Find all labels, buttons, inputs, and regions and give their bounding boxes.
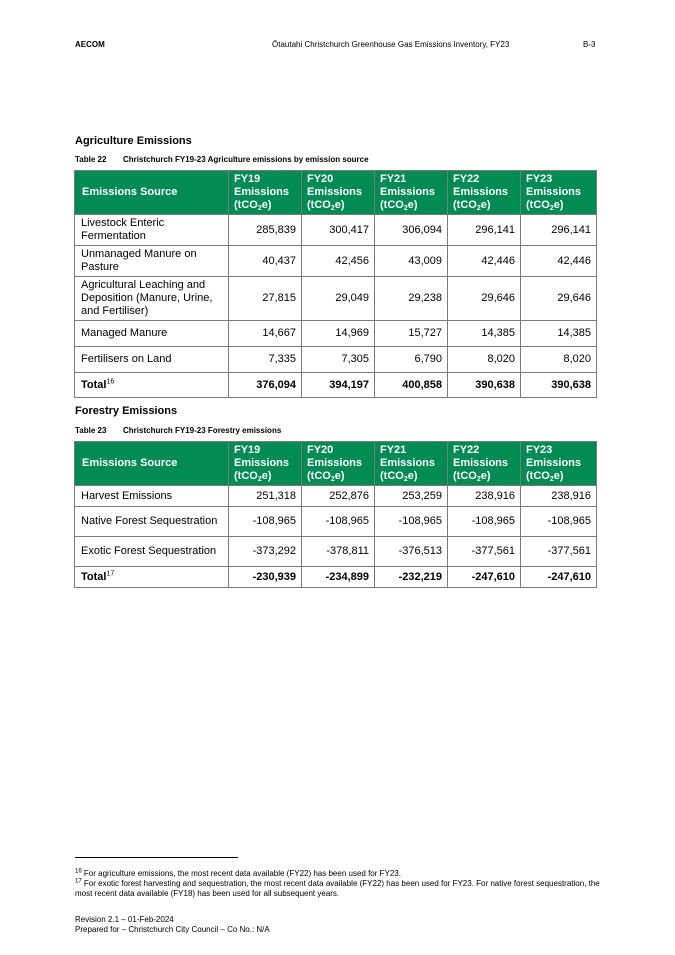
year-label: FY23: [526, 444, 553, 456]
unit-prefix: (tCO: [234, 199, 258, 211]
footnote-text: For exotic forest harvesting and sequestration, the most recent data available (FY22) has been used for FY23. For native forest sequestration, the most recent data available (FY18) has been used for all subsequent years.: [75, 879, 600, 898]
caption-text: Christchurch FY19-23 Forestry emissions: [123, 426, 282, 435]
column-header-fy22: [448, 442, 521, 486]
unit-subscript: 2: [330, 476, 335, 483]
agriculture-table-caption: [75, 155, 369, 164]
forestry-emissions-table: [74, 441, 597, 588]
unit-prefix: (tCO: [380, 470, 404, 482]
header-company: AECOM: [75, 40, 105, 49]
footnote-reference: 17: [106, 569, 115, 577]
unit-subscript: 2: [257, 205, 262, 212]
row-value-fy21: -108,965: [375, 507, 448, 537]
unit-prefix: (tCO: [380, 199, 404, 211]
footer-prepared-for: Prepared for – Christchurch City Council – Co No.: N/A: [75, 925, 270, 934]
row-value-fy22: 14,385: [448, 321, 521, 347]
unit-suffix: e): [480, 199, 491, 211]
table-row: [75, 486, 597, 507]
row-value-fy23: 296,141: [521, 215, 597, 246]
total-value-fy20: 394,197: [302, 373, 375, 398]
column-header-fy19: [229, 442, 302, 486]
year-label: FY21: [380, 173, 407, 185]
footnote-16: [75, 869, 605, 879]
year-label: FY22: [453, 444, 480, 456]
unit-suffix: e): [334, 199, 345, 211]
unit-subscript: 2: [403, 205, 408, 212]
footnote-17: [75, 879, 605, 899]
row-source-label: Native Forest Sequestration: [75, 507, 229, 537]
year-label: FY20: [307, 444, 334, 456]
row-source-label: Harvest Emissions: [75, 486, 229, 507]
unit-suffix: e): [553, 470, 564, 482]
row-value-fy20: 300,417: [302, 215, 375, 246]
year-label: FY23: [526, 173, 553, 185]
row-value-fy22: -108,965: [448, 507, 521, 537]
year-label: FY19: [234, 444, 261, 456]
table-row: [75, 215, 597, 246]
row-source-label: Livestock Enteric Fermentation: [75, 215, 229, 246]
column-header-fy20: [302, 171, 375, 215]
total-text: Total: [81, 378, 107, 391]
row-value-fy23: 42,446: [521, 246, 597, 277]
unit-suffix: e): [553, 199, 564, 211]
unit-prefix: (tCO: [526, 199, 550, 211]
row-value-fy19: 7,335: [229, 347, 302, 373]
caption-number: Table 23: [75, 426, 107, 435]
caption-text: Christchurch FY19-23 Agriculture emissions by emission source: [123, 155, 369, 164]
emissions-label: Emissions: [307, 186, 363, 198]
year-label: FY21: [380, 444, 407, 456]
column-header-fy21: [375, 171, 448, 215]
row-source-label: Managed Manure: [75, 321, 229, 347]
emissions-label: Emissions: [380, 186, 436, 198]
row-value-fy22: 29,646: [448, 277, 521, 321]
row-value-fy23: 29,646: [521, 277, 597, 321]
unit-prefix: (tCO: [307, 199, 331, 211]
row-value-fy20: 252,876: [302, 486, 375, 507]
unit-suffix: e): [334, 470, 345, 482]
row-value-fy21: 253,259: [375, 486, 448, 507]
unit-subscript: 2: [476, 205, 481, 212]
footnote-number: 16: [75, 868, 82, 875]
column-header-source: Emissions Source: [75, 171, 229, 215]
unit-suffix: e): [261, 199, 272, 211]
row-value-fy19: 40,437: [229, 246, 302, 277]
total-row: [75, 567, 597, 588]
row-value-fy21: 306,094: [375, 215, 448, 246]
unit-suffix: e): [261, 470, 272, 482]
total-value-fy20: -234,899: [302, 567, 375, 588]
year-label: FY19: [234, 173, 261, 185]
unit-prefix: (tCO: [453, 199, 477, 211]
row-value-fy23: 8,020: [521, 347, 597, 373]
row-value-fy21: 15,727: [375, 321, 448, 347]
column-header-source: Emissions Source: [75, 442, 229, 486]
total-value-fy22: 390,638: [448, 373, 521, 398]
table-row: [75, 507, 597, 537]
caption-number: Table 22: [75, 155, 107, 164]
table-row: [75, 347, 597, 373]
unit-prefix: (tCO: [307, 470, 331, 482]
total-row: [75, 373, 597, 398]
total-value-fy19: -230,939: [229, 567, 302, 588]
row-value-fy19: 27,815: [229, 277, 302, 321]
row-value-fy23: -377,561: [521, 537, 597, 567]
unit-subscript: 2: [403, 476, 408, 483]
column-header-fy19: [229, 171, 302, 215]
row-value-fy19: 251,318: [229, 486, 302, 507]
total-value-fy21: 400,858: [375, 373, 448, 398]
emissions-label: Emissions: [526, 457, 582, 469]
year-label: FY22: [453, 173, 480, 185]
unit-suffix: e): [407, 470, 418, 482]
unit-subscript: 2: [476, 476, 481, 483]
row-value-fy19: 285,839: [229, 215, 302, 246]
header-row: [75, 171, 597, 215]
row-value-fy19: 14,667: [229, 321, 302, 347]
table-row: [75, 537, 597, 567]
column-header-fy23: [521, 442, 597, 486]
emissions-label: Emissions: [526, 186, 582, 198]
row-value-fy19: -108,965: [229, 507, 302, 537]
emissions-label: Emissions: [453, 186, 509, 198]
footnote-number: 17: [75, 878, 82, 885]
agriculture-emissions-table: [74, 170, 597, 398]
footnote-separator: [75, 857, 238, 858]
row-source-label: Unmanaged Manure on Pasture: [75, 246, 229, 277]
row-source-label: Exotic Forest Sequestration: [75, 537, 229, 567]
unit-suffix: e): [480, 470, 491, 482]
row-value-fy23: 238,916: [521, 486, 597, 507]
header-row: [75, 442, 597, 486]
emissions-label: Emissions: [380, 457, 436, 469]
footer-revision: Revision 2.1 – 01-Feb-2024: [75, 915, 174, 924]
column-header-fy21: [375, 442, 448, 486]
row-value-fy20: 14,969: [302, 321, 375, 347]
column-header-fy20: [302, 442, 375, 486]
unit-subscript: 2: [549, 476, 554, 483]
row-value-fy23: 14,385: [521, 321, 597, 347]
row-source-label: Agricultural Leaching and Deposition (Manure, Urine, and Fertiliser): [75, 277, 229, 321]
row-value-fy21: 29,238: [375, 277, 448, 321]
row-value-fy21: 43,009: [375, 246, 448, 277]
unit-subscript: 2: [330, 205, 335, 212]
row-value-fy22: 296,141: [448, 215, 521, 246]
table-row: [75, 321, 597, 347]
row-value-fy22: 8,020: [448, 347, 521, 373]
row-value-fy22: 42,446: [448, 246, 521, 277]
emissions-label: Emissions: [307, 457, 363, 469]
unit-subscript: 2: [257, 476, 262, 483]
unit-prefix: (tCO: [453, 470, 477, 482]
total-label: [75, 567, 229, 588]
header-page-number: B-3: [583, 40, 596, 49]
forestry-table-caption: [75, 426, 281, 435]
column-header-fy22: [448, 171, 521, 215]
total-value-fy19: 376,094: [229, 373, 302, 398]
row-value-fy20: -108,965: [302, 507, 375, 537]
unit-subscript: 2: [549, 205, 554, 212]
unit-prefix: (tCO: [234, 470, 258, 482]
header-document-title: Ōtautahi Christchurch Greenhouse Gas Emissions Inventory, FY23: [272, 40, 510, 49]
row-value-fy21: 6,790: [375, 347, 448, 373]
table-row: [75, 277, 597, 321]
agriculture-section-title: Agriculture Emissions: [75, 135, 192, 147]
table-row: [75, 246, 597, 277]
row-value-fy20: 42,456: [302, 246, 375, 277]
row-value-fy22: -377,561: [448, 537, 521, 567]
total-value-fy22: -247,610: [448, 567, 521, 588]
total-value-fy23: -247,610: [521, 567, 597, 588]
footnote-reference: 16: [106, 377, 115, 385]
row-value-fy19: -373,292: [229, 537, 302, 567]
row-value-fy20: -378,811: [302, 537, 375, 567]
total-value-fy23: 390,638: [521, 373, 597, 398]
emissions-label: Emissions: [453, 457, 509, 469]
total-value-fy21: -232,219: [375, 567, 448, 588]
row-value-fy20: 7,305: [302, 347, 375, 373]
unit-suffix: e): [407, 199, 418, 211]
unit-prefix: (tCO: [526, 470, 550, 482]
row-value-fy22: 238,916: [448, 486, 521, 507]
emissions-label: Emissions: [234, 457, 290, 469]
total-text: Total: [81, 570, 107, 583]
year-label: FY20: [307, 173, 334, 185]
row-value-fy20: 29,049: [302, 277, 375, 321]
row-value-fy23: -108,965: [521, 507, 597, 537]
column-header-fy23: [521, 171, 597, 215]
footnote-text: For agriculture emissions, the most recent data available (FY22) has been used for FY23.: [83, 869, 401, 878]
row-value-fy21: -376,513: [375, 537, 448, 567]
row-source-label: Fertilisers on Land: [75, 347, 229, 373]
total-label: [75, 373, 229, 398]
forestry-section-title: Forestry Emissions: [75, 405, 178, 417]
emissions-label: Emissions: [234, 186, 290, 198]
